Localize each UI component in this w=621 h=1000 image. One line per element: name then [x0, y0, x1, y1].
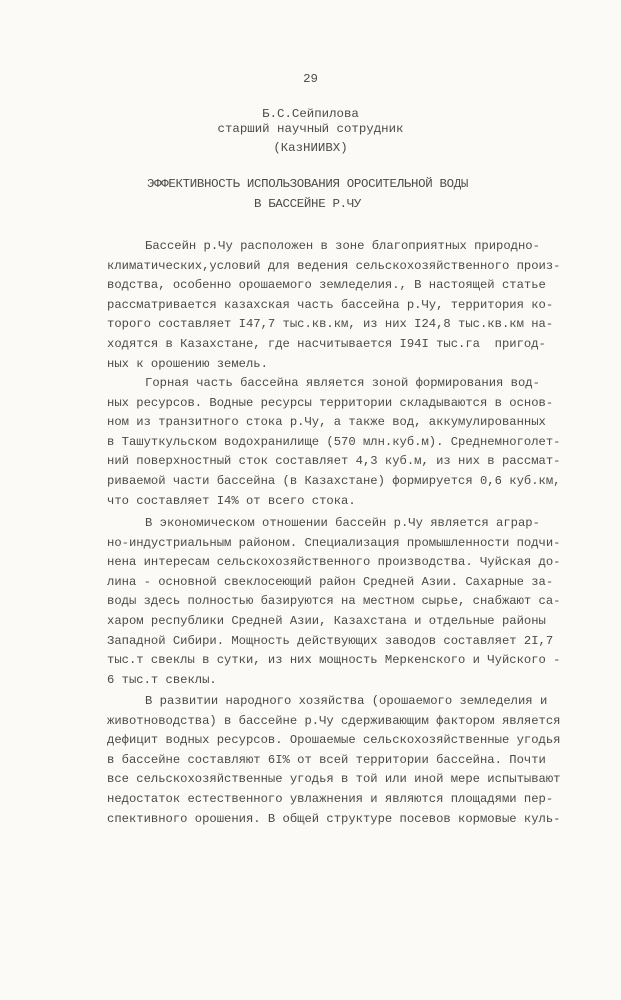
text-line: в бассейне составляют 6I% от всей территории бассейна. Почти — [107, 752, 546, 767]
text-line: нена интересам сельскохозяйственного производства. Чуйская до- — [107, 555, 561, 570]
text-line: ных к орошению земель. — [107, 356, 268, 371]
text-line: недостаток естественного увлажнения и являются площадями пер- — [107, 791, 554, 806]
text-line: все сельскохозяйственные угодья в той или иной мере испытывают — [107, 772, 561, 787]
paragraph-4 — [107, 692, 561, 829]
paragraph-2 — [107, 374, 561, 511]
text-line: Западной Сибири. Мощность действующих заводов составляет 2I,7 — [107, 633, 554, 648]
page-number: 29 — [303, 72, 318, 86]
article-title-line-2: В БАССЕЙНЕ Р.ЧУ — [253, 197, 362, 211]
paragraph-3 — [107, 514, 561, 690]
text-line: водства, особенно орошаемого земледелия., В настоящей статье — [107, 278, 546, 293]
paragraph-1 — [107, 237, 561, 374]
text-line: рассматривается казахская часть бассейна р.Чу, территория ко- — [107, 297, 554, 312]
text-line: ном из транзитного стока р.Чу, а также вод, аккумулированных — [107, 415, 546, 430]
text-line: тыс.т свеклы в сутки, из них мощность Меркенского и Чуйского - — [107, 653, 561, 668]
text-line: торого составляет I47,7 тыс.кв.км, из них I24,8 тыс.кв.км на- — [107, 317, 554, 332]
text-line: 6 тыс.т свеклы. — [107, 672, 217, 687]
text-line: риваемой части бассейна (в Казахстане) формируется 0,6 куб.км, — [107, 473, 561, 488]
text-line: лина - основной свеклосеющий район Средней Азии. Сахарные за- — [107, 574, 554, 589]
text-line: но-индустриальным районом. Специализация промышленности подчи- — [107, 535, 561, 550]
author-institution: (КазНИИВХ) — [273, 141, 348, 155]
text-line: В развитии народного хозяйства (орошаемого земледелия и — [145, 694, 548, 708]
author-position: старший научный сотрудник — [217, 122, 404, 136]
text-line: Бассейн р.Чу расположен в зоне благоприятных природно- — [145, 239, 540, 253]
text-line: Горная часть бассейна является зоной формирования вод- — [145, 376, 540, 390]
text-line: спективного орошения. В общей структуре посевов кормовые куль- — [107, 811, 561, 826]
author-name: Б.С.Сейпилова — [262, 107, 359, 121]
text-line: харом республики Средней Азии, Казахстана и отдельные районы — [107, 613, 546, 628]
text-line: в Ташуткульском водохранилище (570 млн.куб.м). Среднемноголет- — [107, 434, 561, 449]
text-line: что составляет I4% от всего стока. — [107, 493, 356, 508]
article-title-line-1: ЭФФЕКТИВНОСТЬ ИСПОЛЬЗОВАНИЯ ОРОСИТЕЛЬНОЙ ВОДЫ — [146, 177, 469, 191]
text-line: климатических,условий для ведения сельскохозяйственного произ- — [107, 258, 561, 273]
text-line: животноводства) в бассейне р.Чу сдерживающим фактором является — [107, 713, 561, 728]
text-line: В экономическом отношении бассейн р.Чу является аграр- — [145, 516, 540, 530]
text-line: ходятся в Казахстане, где насчитывается I94I тыс.га пригод- — [107, 336, 546, 351]
text-line: ных ресурсов. Водные ресурсы территории складываются в основ- — [107, 395, 554, 410]
text-line: ний поверхностный сток составляет 4,3 куб.м, из них в рассмат- — [107, 454, 561, 469]
text-line: дефицит водных ресурсов. Орошаемые сельскохозяйственные угодья — [107, 733, 561, 748]
text-line: воды здесь полностью базируются на местном сырье, снабжают са- — [107, 594, 561, 609]
